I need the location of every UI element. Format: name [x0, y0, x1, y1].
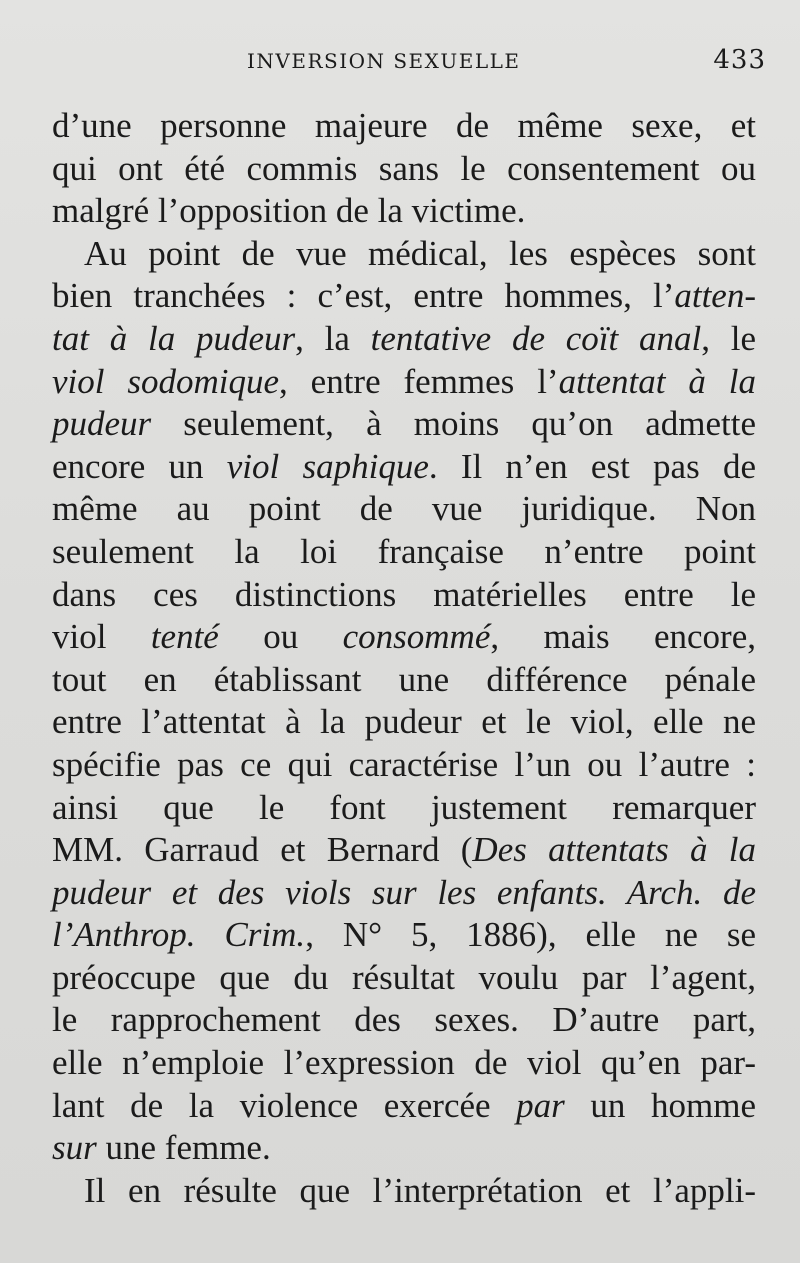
text-run: seulement, à moins qu’on admette	[151, 404, 756, 444]
text-run: Au point de vue médical, les espèces sont	[84, 233, 756, 273]
text-run: viol	[52, 617, 151, 657]
text-line	[52, 190, 756, 233]
text-line	[52, 1127, 756, 1170]
italic-text: consommé	[342, 617, 491, 657]
text-line	[52, 616, 756, 659]
running-title: INVERSION SEXUELLE	[247, 49, 521, 73]
text-run: , mais encore,	[490, 617, 756, 657]
text-run: . Il n’en est pas de	[428, 446, 756, 486]
text-run: le rapprochement des sexes. D’autre part,	[52, 1000, 756, 1040]
text-line	[52, 361, 756, 404]
text-line	[52, 446, 756, 489]
text-run: entre l’attentat à la pudeur et le viol, elle ne	[52, 702, 756, 742]
text-run: ou	[218, 617, 343, 657]
text-run: préoccupe que du résultat voulu par l’agent,	[52, 957, 756, 997]
italic-text: viol saphique	[226, 446, 429, 486]
italic-text: par	[516, 1085, 565, 1125]
text-line	[52, 148, 756, 191]
text-line	[52, 1085, 756, 1128]
italic-text: tat à la pudeur	[52, 318, 296, 358]
running-head	[0, 45, 800, 79]
text-line	[52, 403, 756, 446]
text-line	[52, 233, 756, 276]
text-run: tout en établissant une différence pénale	[52, 659, 756, 699]
text-run: ainsi que le font justement remarquer	[52, 787, 756, 827]
text-run: même au point de vue juridique. Non	[52, 489, 756, 529]
italic-text: sur	[52, 1128, 97, 1168]
text-run: encore un	[52, 446, 227, 486]
text-line	[52, 105, 756, 148]
text-line	[52, 829, 756, 872]
text-run: MM. Garraud et Bernard (	[52, 830, 473, 870]
text-line	[52, 488, 756, 531]
text-run: lant de la violence exercée	[52, 1085, 517, 1125]
italic-text: atten-	[674, 276, 756, 316]
text-line	[52, 701, 756, 744]
text-line	[52, 659, 756, 702]
text-run: , la	[295, 318, 371, 358]
text-run: elle n’emploie l’expression de viol qu’en par-	[52, 1043, 756, 1083]
italic-text: attentat à la	[558, 361, 757, 401]
text-line	[52, 531, 756, 574]
text-run: malgré l’opposition de la victime.	[52, 191, 526, 231]
body-text	[52, 105, 756, 1212]
text-line	[52, 872, 756, 915]
text-run: d’une personne majeure de même sexe, et	[52, 106, 756, 145]
text-line	[52, 957, 756, 1000]
italic-text: Des attentats à la	[472, 830, 756, 870]
text-run: qui ont été commis sans le consentement ou	[52, 148, 756, 188]
text-line	[52, 318, 756, 361]
text-run: , le	[701, 318, 756, 358]
italic-text: tenté	[150, 617, 219, 657]
italic-text: pudeur et des viols sur les enfants. Arch. de	[52, 872, 756, 912]
text-run: un homme	[564, 1085, 756, 1125]
text-run: une femme.	[96, 1128, 271, 1168]
text-run: spécifie pas ce qui caractérise l’un ou l’autre :	[52, 744, 756, 784]
page-number: 433	[713, 45, 766, 75]
text-run: , entre femmes l’	[279, 361, 559, 401]
text-line	[52, 744, 756, 787]
italic-text: l’Anthrop. Crim.	[52, 915, 306, 955]
text-line	[52, 914, 756, 957]
text-line	[52, 787, 756, 830]
text-run: bien tranchées : c’est, entre hommes, l’	[52, 276, 675, 316]
italic-text: pudeur	[52, 404, 152, 444]
text-run: Il en résulte que l’interprétation et l’appli-	[84, 1170, 756, 1210]
italic-text: viol sodomique	[52, 361, 280, 401]
text-line	[52, 574, 756, 617]
text-line	[52, 1170, 756, 1213]
text-run: , N° 5, 1886), elle ne se	[305, 915, 756, 955]
text-line	[52, 275, 756, 318]
italic-text: tentative de coït anal	[370, 318, 702, 358]
text-run: dans ces distinctions matérielles entre le	[52, 574, 756, 614]
text-line	[52, 999, 756, 1042]
text-run: seulement la loi française n’entre point	[52, 531, 756, 571]
text-line	[52, 1042, 756, 1085]
